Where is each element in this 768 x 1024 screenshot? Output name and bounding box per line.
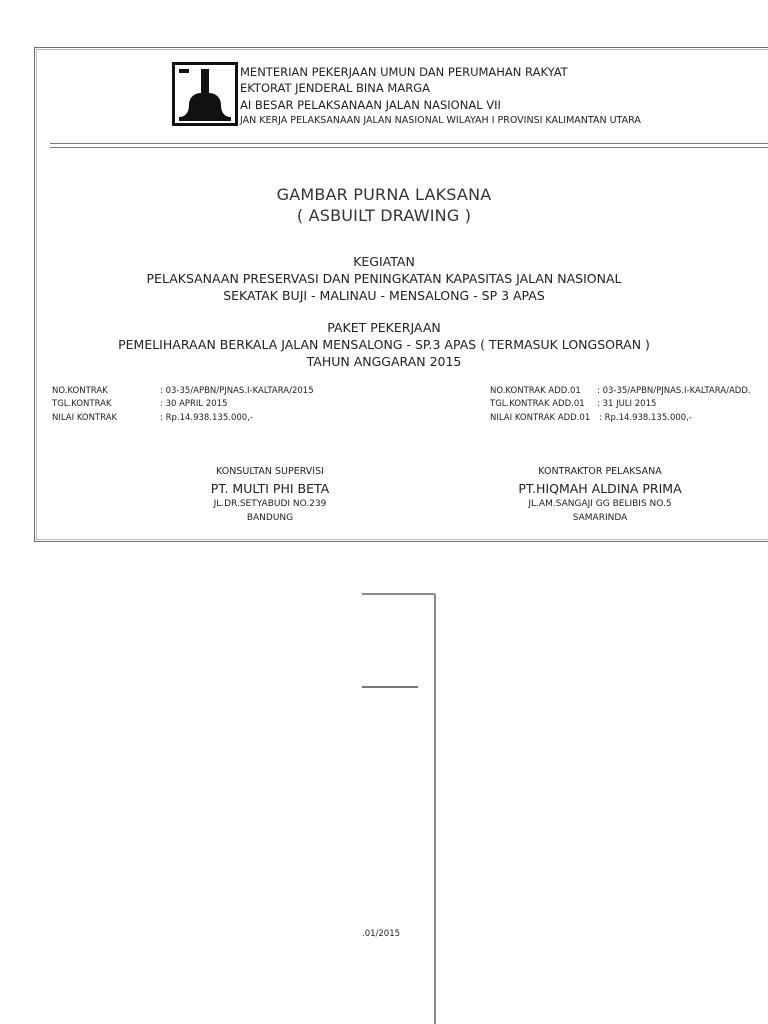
contractor-name: PT.HIQMAH ALDINA PRIMA <box>518 481 682 496</box>
paket-label: PAKET PEKERJAAN <box>327 320 441 335</box>
consultant-name: PT. MULTI PHI BETA <box>210 481 330 496</box>
ministry-logo <box>172 62 238 126</box>
org-line-4: JAN KERJA PELAKSANAAN JALAN NASIONAL WILAYAH I PROVINSI KALIMANTAN UTARA <box>240 115 641 126</box>
contract-left-label-2: TGL.KONTRAK <box>52 399 112 409</box>
paket-line-1: PEMELIHARAAN BERKALA JALAN MENSALONG - SP.3 APAS ( TERMASUK LONGSORAN ) <box>118 337 650 352</box>
org-line-2: EKTORAT JENDERAL BINA MARGA <box>240 81 430 95</box>
consultant-address: JL.DR.SETYABUDI NO.239 <box>213 499 327 509</box>
page-2-vertical-rule <box>434 594 436 1024</box>
contract-left-label-1: NO.KONTRAK <box>52 386 108 396</box>
paket-line-2: TAHUN ANGGARAN 2015 <box>306 354 462 369</box>
org-line-3: AI BESAR PELAKSANAAN JALAN NASIONAL VII <box>240 98 501 112</box>
contract-right-value-1: : 03-35/APBN/PJNAS.I-KALTARA/ADD. <box>597 386 751 396</box>
contractor-role: KONTRAKTOR PELAKSANA <box>538 466 662 477</box>
kegiatan-label: KEGIATAN <box>353 254 415 269</box>
contract-right-label-2: TGL.KONTRAK ADD.01 <box>490 399 585 409</box>
contract-right-label-1: NO.KONTRAK ADD.01 <box>490 386 581 396</box>
consultant-role: KONSULTAN SUPERVISI <box>216 466 324 477</box>
org-line-1: MENTERIAN PEKERJAAN UMUN DAN PERUMAHAN RAKYAT <box>240 65 568 79</box>
contractor-city: SAMARINDA <box>572 513 628 523</box>
contract-right-label-3: NILAI KONTRAK ADD.01 <box>490 413 591 423</box>
kegiatan-line-1: PELAKSANAAN PRESERVASI DAN PENINGKATAN KAPASITAS JALAN NASIONAL <box>146 271 622 286</box>
consultant-city: BANDUNG <box>246 513 294 523</box>
contract-right-value-3: : Rp.14.938.135.000,- <box>599 413 692 423</box>
contractor-address: JL.AM.SANGAJI GG BELIBIS NO.5 <box>528 499 672 509</box>
kegiatan-line-2: SEKATAK BUJI - MALINAU - MENSALONG - SP 3 APAS <box>223 288 545 303</box>
page-2-inner-rule <box>362 686 418 688</box>
pu-logo-icon <box>175 65 235 123</box>
title-line-2: ( ASBUILT DRAWING ) <box>296 206 472 225</box>
contract-left-value-1: : 03-35/APBN/PJNAS.I-KALTARA/2015 <box>160 386 314 396</box>
contract-left-value-2: : 30 APRIL 2015 <box>160 399 228 409</box>
contract-left-label-3: NILAI KONTRAK <box>52 413 118 423</box>
contract-right-value-2: : 31 JULI 2015 <box>597 399 657 409</box>
title-line-1: GAMBAR PURNA LAKSANA <box>276 185 492 204</box>
page-2-fragment: .01/2015 <box>362 929 401 939</box>
contract-left-value-3: : Rp.14.938.135.000,- <box>160 413 253 423</box>
header-separator <box>50 143 768 148</box>
page-2-top-rule <box>362 593 435 595</box>
